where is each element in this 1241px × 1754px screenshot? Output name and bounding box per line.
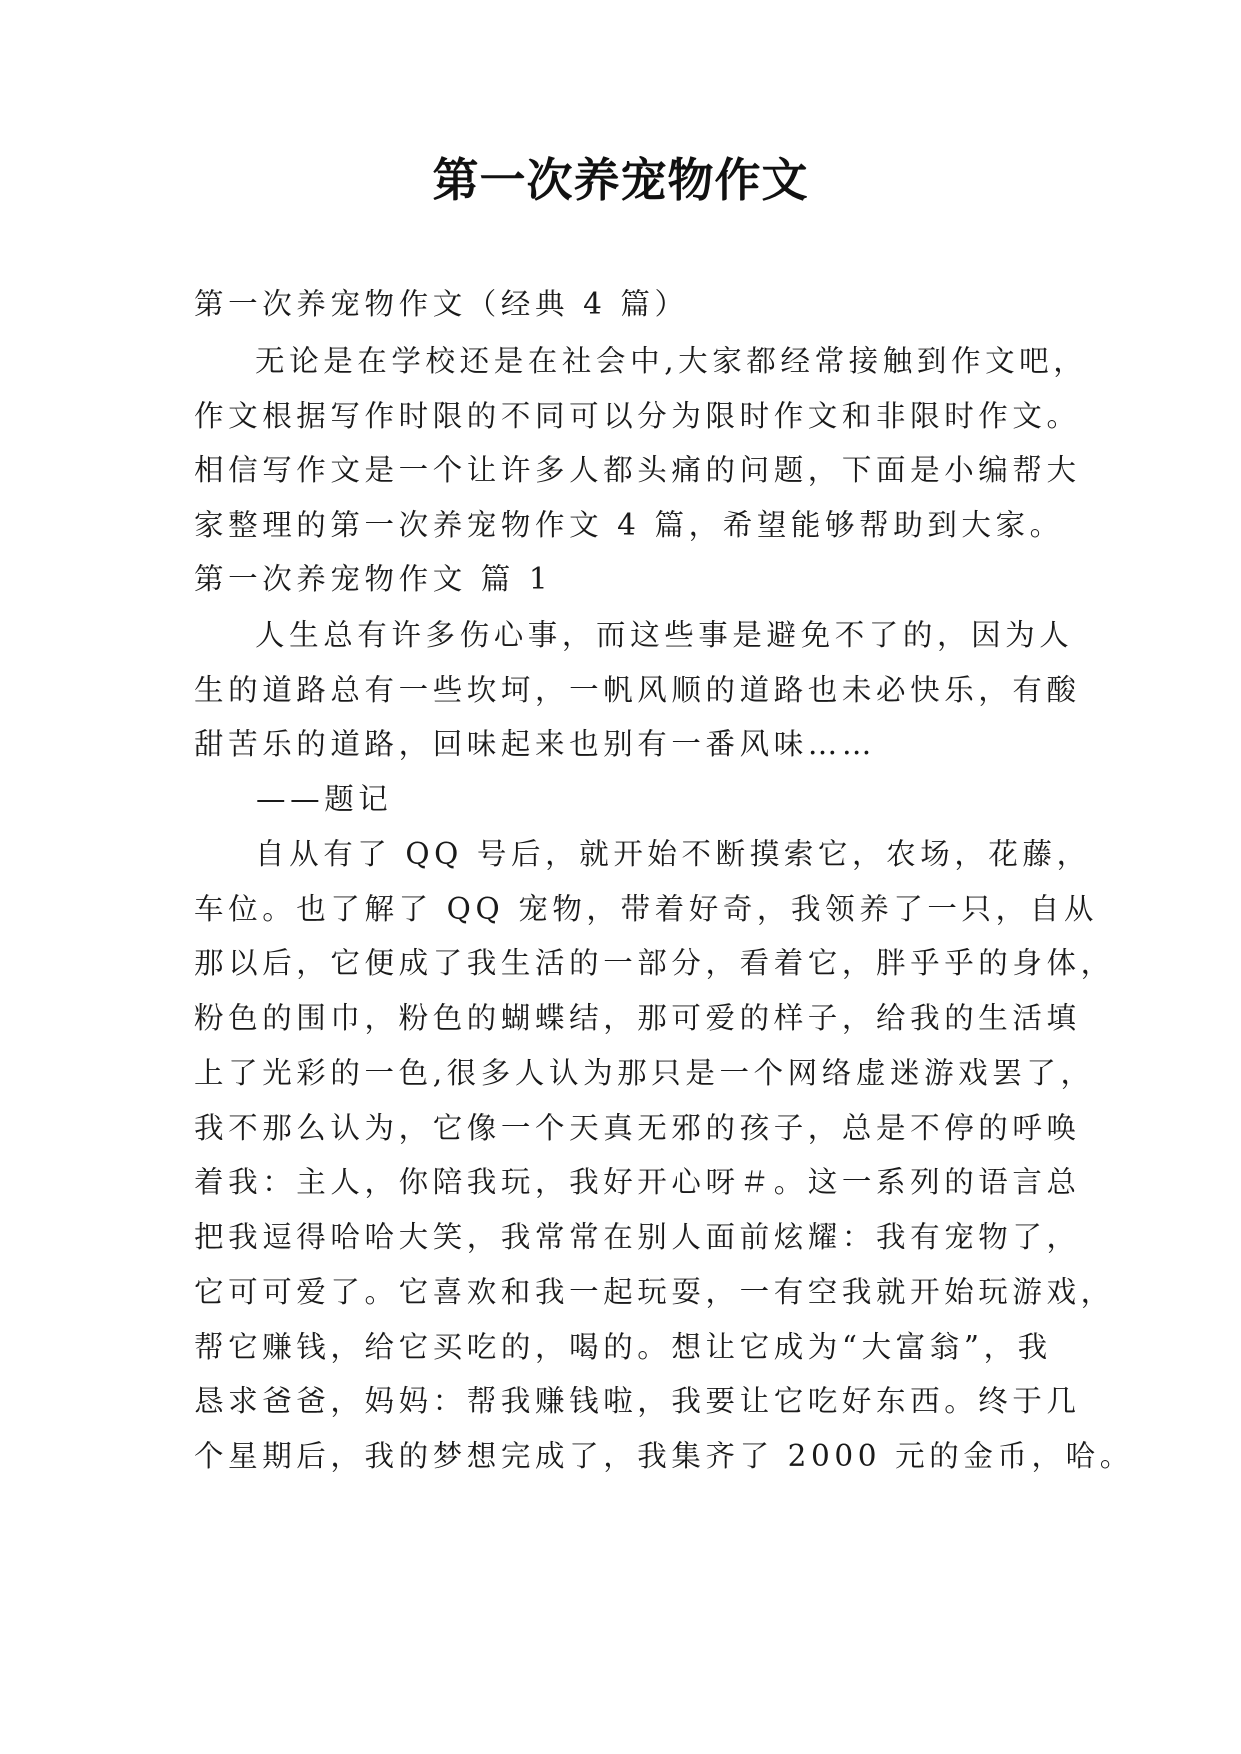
paragraph-line: 我不那么认为，它像一个天真无邪的孩子，总是不停的呼唤 [194,1111,1081,1145]
paragraph-line: 作文根据写作时限的不同可以分为限时作文和非限时作文。 [194,399,1081,433]
paragraph-line: 无论是在学校还是在社会中,大家都经常接触到作文吧， [255,344,1088,378]
paragraph-line: 它可可爱了。它喜欢和我一起玩耍，一有空我就开始玩游戏， [194,1275,1115,1309]
paragraph-line: 粉色的围巾，粉色的蝴蝶结，那可爱的样子，给我的生活填 [194,1001,1081,1035]
paragraph-line: 恳求爸爸，妈妈：帮我赚钱啦，我要让它吃好东西。终于几 [194,1384,1081,1418]
paragraph-line: 帮它赚钱，给它买吃的，喝的。想让它成为“大富翁”，我 [194,1330,1052,1364]
paragraph-line: 着我：主人，你陪我玩，我好开心呀＃。这一系列的语言总 [194,1165,1081,1199]
paragraph-line: 人生总有许多伤心事，而这些事是避免不了的，因为人 [255,618,1074,652]
document-title: 第一次养宠物作文 [432,153,809,207]
paragraph-line: 上了光彩的一色,很多人认为那只是一个网络虚迷游戏罢了， [194,1056,1095,1090]
paragraph-line: 家整理的第一次养宠物作文 4 篇，希望能够帮助到大家。 [194,508,1064,542]
paragraph-line: 相信写作文是一个让许多人都头痛的问题，下面是小编帮大 [194,453,1081,487]
paragraph-line: 自从有了 QQ 号后，就开始不断摸索它，农场，花藤， [255,837,1091,871]
paragraph-line: 把我逗得哈哈大笑，我常常在别人面前炫耀：我有宠物了， [194,1220,1081,1254]
paragraph-line: 那以后，它便成了我生活的一部分，看着它，胖乎乎的身体， [194,946,1115,980]
paragraph-line: 个星期后，我的梦想完成了，我集齐了 2000 元的金币，哈。 [194,1439,1134,1473]
epigraph-signature: ——题记 [256,782,393,816]
paragraph-line: 车位。也了解了 QQ 宠物，带着好奇，我领养了一只，自从 [194,892,1098,926]
subtitle-line: 第一次养宠物作文（经典 4 篇） [194,287,689,321]
paragraph-line: 甜苦乐的道路，回味起来也别有一番风味…… [194,727,877,761]
section-heading: 第一次养宠物作文 篇 1 [194,562,553,596]
paragraph-line: 生的道路总有一些坎坷，一帆风顺的道路也未必快乐，有酸 [194,673,1081,707]
